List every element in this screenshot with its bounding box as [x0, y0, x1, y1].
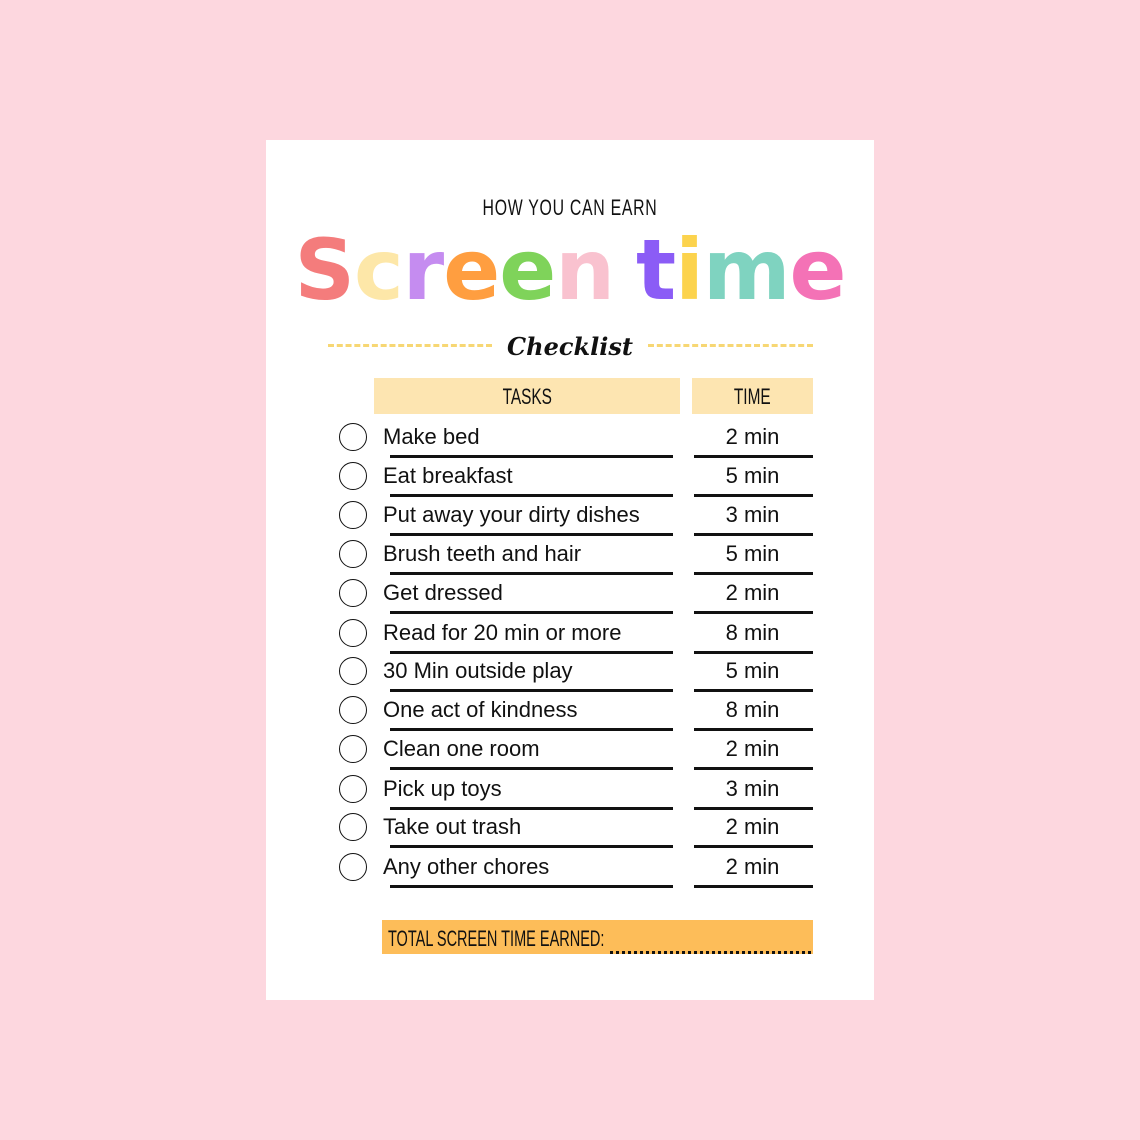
time-value: 2 min: [725, 814, 780, 839]
time-underline: [694, 494, 813, 497]
checklist-label: Checklist: [507, 332, 633, 361]
page-title: [266, 220, 874, 320]
time-underline: [694, 885, 813, 888]
task-underline: [390, 533, 673, 536]
table-row: [266, 500, 874, 539]
task-label: 30 Min outside play: [383, 658, 573, 683]
time-header: [692, 378, 813, 414]
table-row: [266, 422, 874, 461]
task-underline: [390, 807, 673, 810]
subtitle: HOW YOU CAN EARN: [482, 195, 658, 220]
table-row: [266, 695, 874, 734]
title-letter: n: [555, 221, 615, 319]
checkbox-circle[interactable]: [339, 775, 367, 803]
title-letter: t: [636, 221, 676, 319]
task-label: Put away your dirty dishes: [383, 502, 640, 527]
checkbox-circle[interactable]: [339, 657, 367, 685]
time-underline: [694, 651, 813, 654]
checkbox-circle[interactable]: [339, 853, 367, 881]
task-underline: [390, 885, 673, 888]
table-row: [266, 461, 874, 500]
time-underline: [694, 728, 813, 731]
time-value: 3 min: [725, 502, 780, 527]
checkbox-circle[interactable]: [339, 501, 367, 529]
time-value: 5 min: [725, 658, 780, 683]
tasks-header-label: TASKS: [502, 384, 552, 409]
title-letter: i: [675, 221, 703, 319]
task-underline: [390, 767, 673, 770]
checkbox-circle[interactable]: [339, 462, 367, 490]
table-row: [266, 852, 874, 891]
task-underline: [390, 845, 673, 848]
time-value: 5 min: [725, 463, 780, 488]
time-value: 8 min: [725, 620, 780, 645]
title-letter: e: [789, 221, 846, 319]
checklist-sheet: [266, 140, 874, 1000]
task-label: Get dressed: [383, 580, 503, 605]
task-label: Read for 20 min or more: [383, 620, 622, 645]
checkbox-circle[interactable]: [339, 423, 367, 451]
task-label: Brush teeth and hair: [383, 541, 582, 566]
title-letter: e: [499, 221, 556, 319]
checkbox-circle[interactable]: [339, 696, 367, 724]
title-letter: [614, 220, 636, 320]
task-underline: [390, 611, 673, 614]
time-underline: [694, 533, 813, 536]
time-underline: [694, 807, 813, 810]
checkbox-circle[interactable]: [339, 579, 367, 607]
table-row: [266, 774, 874, 813]
task-underline: [390, 494, 673, 497]
table-row: [266, 539, 874, 578]
time-value: 2 min: [725, 424, 780, 449]
title-letter: S: [294, 221, 354, 319]
time-value: 2 min: [725, 580, 780, 605]
tasks-header: [374, 378, 680, 414]
total-answer-line[interactable]: [610, 951, 811, 954]
table-row: [266, 656, 874, 695]
task-label: Make bed: [383, 424, 480, 449]
time-underline: [694, 845, 813, 848]
time-value: 2 min: [725, 854, 780, 879]
total-bar: [382, 920, 813, 954]
task-underline: [390, 651, 673, 654]
time-value: 2 min: [725, 736, 780, 761]
time-underline: [694, 767, 813, 770]
task-underline: [390, 728, 673, 731]
task-label: Take out trash: [383, 814, 522, 839]
title-letter: e: [443, 221, 500, 319]
time-header-label: TIME: [734, 384, 771, 409]
title-letter: r: [402, 221, 444, 319]
table-row: [266, 812, 874, 851]
time-underline: [694, 611, 813, 614]
task-underline: [390, 572, 673, 575]
time-underline: [694, 572, 813, 575]
task-label: Eat breakfast: [383, 463, 513, 488]
time-value: 3 min: [725, 776, 780, 801]
time-underline: [694, 455, 813, 458]
task-label: Clean one room: [383, 736, 540, 761]
task-label: Pick up toys: [383, 776, 502, 801]
table-row: [266, 578, 874, 617]
task-underline: [390, 689, 673, 692]
checkbox-circle[interactable]: [339, 619, 367, 647]
time-underline: [694, 689, 813, 692]
table-row: [266, 734, 874, 773]
title-letter: c: [354, 221, 403, 319]
title-letter: m: [702, 221, 790, 319]
task-underline: [390, 455, 673, 458]
checkbox-circle[interactable]: [339, 540, 367, 568]
task-label: Any other chores: [383, 854, 550, 879]
checkbox-circle[interactable]: [339, 813, 367, 841]
task-label: One act of kindness: [383, 697, 578, 722]
table-row: [266, 618, 874, 657]
time-value: 8 min: [725, 697, 780, 722]
checkbox-circle[interactable]: [339, 735, 367, 763]
total-label: TOTAL SCREEN TIME EARNED:: [387, 926, 605, 951]
time-value: 5 min: [725, 541, 780, 566]
